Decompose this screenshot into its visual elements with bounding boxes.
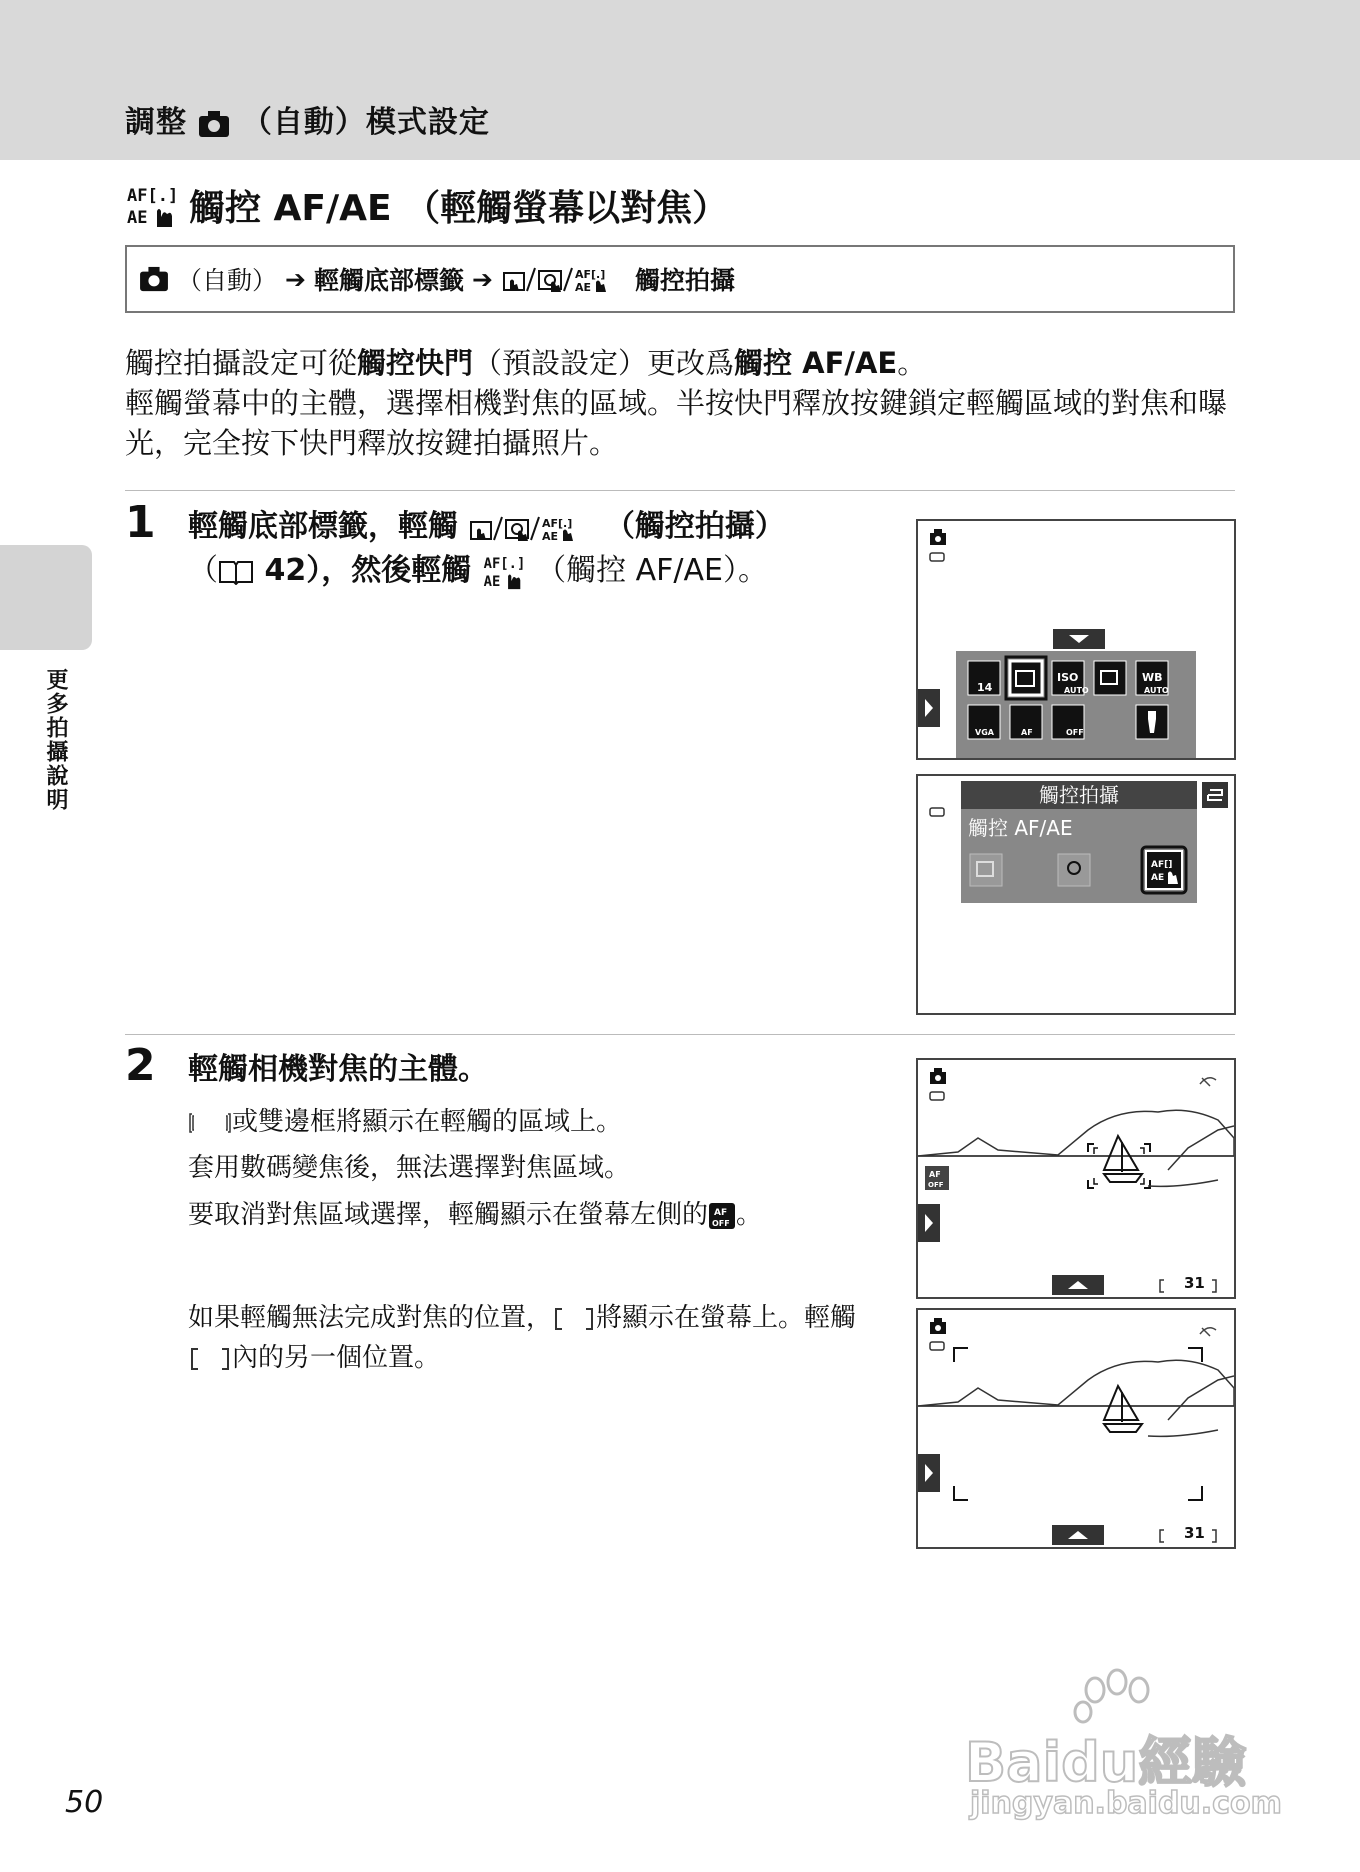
- svg-text:AF[.]: AF[.]: [483, 555, 525, 572]
- camera-screen-focus-area: [916, 1308, 1236, 1549]
- breadcrumb: [125, 245, 1235, 313]
- step-2-note-1-text: 或雙邊框將顯示在輕觸的區域上。: [232, 1107, 623, 1137]
- landscape-scene-art: [918, 1310, 1234, 1547]
- svg-text:OFF: OFF: [712, 1218, 730, 1228]
- header-title-post: （自動）模式設定: [241, 105, 490, 140]
- step-2-note-4-text-a: 如果輕觸無法完成對焦的位置，: [188, 1303, 553, 1333]
- watermark-url: jingyan.baidu.com: [970, 1786, 1282, 1821]
- step-2-note-3-text: 要取消對焦區域選擇，輕觸顯示在螢幕左側的: [188, 1200, 709, 1230]
- section-title-text: 觸控 AF/AE （輕觸螢幕以對焦）: [189, 188, 729, 229]
- touch-af-ae-icon: [482, 553, 526, 591]
- svg-text:AF: AF: [714, 1207, 728, 1218]
- svg-text:VGA: VGA: [975, 728, 994, 737]
- step-2-note-1: [188, 1104, 622, 1140]
- svg-text:ISO: ISO: [1057, 671, 1079, 684]
- step-1-text-d: （觸控 AF/AE）。: [536, 553, 769, 588]
- svg-text:OFF: OFF: [928, 1181, 944, 1189]
- book-reference-icon: [218, 559, 254, 585]
- frames-remaining: 31: [1184, 1524, 1205, 1542]
- landscape-scene-art: [918, 1060, 1234, 1297]
- header-title: [125, 97, 490, 141]
- touch-af-ae-icon: [125, 183, 179, 229]
- intro-text-bold-1: 觸控快門: [357, 346, 474, 380]
- header-title-pre: 調整: [125, 105, 187, 140]
- breadcrumb-arrow-icon: ➔: [471, 264, 493, 294]
- svg-text:AE: AE: [542, 529, 559, 543]
- intro-text: [125, 343, 1250, 463]
- camera-screen-menu: [916, 519, 1236, 760]
- touch-menu-art: [918, 776, 1234, 1013]
- touch-af-off-icon: [708, 1202, 736, 1230]
- step-2-note-4-text-b: 將顯示在螢幕上。輕觸: [596, 1303, 857, 1333]
- intro-text-c: （預設設定）更改爲: [473, 346, 735, 380]
- svg-text:AUTO: AUTO: [1064, 686, 1089, 695]
- intro-text-bold-2: 觸控 AF/AE: [734, 346, 898, 380]
- divider: [125, 1034, 1235, 1035]
- step-1-text-c: （: [188, 553, 218, 588]
- svg-text:AF: AF: [929, 1170, 941, 1179]
- svg-text:AF: AF: [1021, 728, 1033, 737]
- divider: [125, 490, 1235, 491]
- touch-shooting-icons: [501, 265, 627, 293]
- touch-shooting-icons: [468, 513, 594, 543]
- step-2-note-3-end: 。: [736, 1200, 763, 1230]
- camera-screen-focus-selected: [916, 1058, 1236, 1299]
- camera-screen-touch-menu: [916, 774, 1236, 1015]
- step-2-note-3: [188, 1197, 762, 1233]
- breadcrumb-arrow-icon: ➔: [285, 264, 306, 294]
- step-2-note-2: 套用數碼變焦後，無法選擇對焦區域。: [188, 1153, 631, 1183]
- step-2-number: 2: [125, 1040, 156, 1091]
- intro-text-a: 觸控拍攝設定可從: [125, 346, 358, 380]
- touch-menu-option: 觸控 AF/AE: [968, 816, 1073, 840]
- camera-auto-icon: [139, 266, 169, 292]
- svg-text:AF[.]: AF[.]: [542, 516, 573, 530]
- side-tab: [0, 545, 92, 650]
- svg-text:AF[.]: AF[.]: [574, 268, 606, 281]
- step-2-title: 輕觸相機對焦的主體。: [188, 1052, 488, 1087]
- step-1-ref: 42），然後輕觸: [264, 553, 472, 588]
- intro-line-2: 輕觸螢幕中的主體，選擇相機對焦的區域。半按快門釋放按鍵鎖定輕觸區域的對焦和曝光，完全按下快門釋放按鍵拍攝照片。: [125, 386, 1228, 460]
- step-1-text-a: 輕觸底部標籤，輕觸: [188, 509, 458, 544]
- svg-text:AE: AE: [574, 281, 591, 293]
- svg-text:AUTO: AUTO: [1144, 686, 1169, 695]
- page-header: [0, 0, 1360, 160]
- svg-text:OFF: OFF: [1066, 728, 1084, 737]
- intro-line-1: [125, 343, 1250, 383]
- side-label: 更多拍攝說明: [43, 668, 68, 812]
- intro-text-e: 。: [897, 346, 927, 380]
- step-1-number: 1: [125, 497, 156, 548]
- focus-frame-icon: [552, 1306, 596, 1332]
- svg-text:AE: AE: [127, 207, 148, 228]
- step-1-text-b: （觸控拍攝）: [604, 509, 785, 544]
- svg-text:AF[.]: AF[.]: [127, 185, 179, 206]
- svg-text:AE: AE: [1151, 873, 1165, 883]
- breadcrumb-mode: （自動）: [177, 266, 278, 295]
- watermark-brand: Baidu經驗: [965, 1731, 1247, 1794]
- camera-screen-menu-art: [918, 521, 1234, 758]
- step-2-note-4: [188, 1298, 888, 1378]
- focus-frame-icon: [188, 1346, 232, 1372]
- touch-menu-title: 觸控拍攝: [961, 781, 1197, 809]
- step-1-text: [188, 505, 888, 593]
- svg-text:WB: WB: [1142, 671, 1163, 684]
- section-title: [125, 180, 728, 231]
- page-number: 50: [65, 1785, 104, 1820]
- svg-text:AF[]: AF[]: [1151, 860, 1173, 870]
- step-2-note-4-text-c: 內的另一個位置。: [232, 1343, 441, 1373]
- breadcrumb-step1: 輕觸底部標籤: [313, 266, 464, 295]
- baidu-watermark: [965, 1660, 1285, 1830]
- svg-text:AE: AE: [483, 573, 500, 590]
- camera-auto-icon: [198, 110, 230, 138]
- svg-text:14: 14: [977, 681, 993, 694]
- frames-remaining: 31: [1184, 1274, 1205, 1292]
- focus-frame-double-icon: [188, 1110, 232, 1136]
- breadcrumb-step2: 觸控拍攝: [634, 266, 735, 295]
